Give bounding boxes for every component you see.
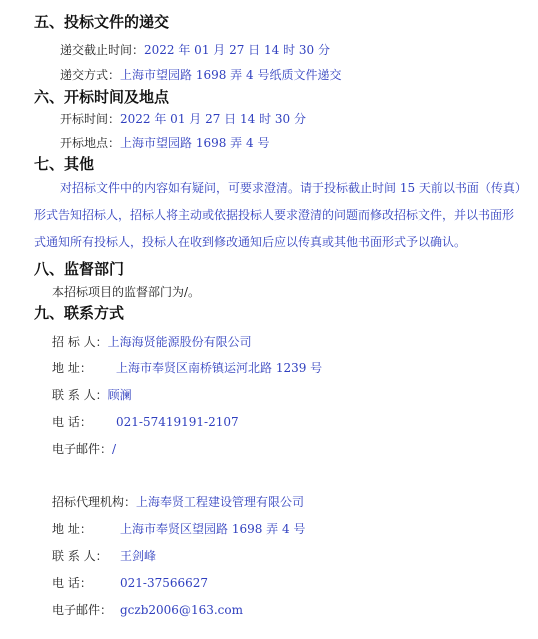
- opening-place-row: [60, 134, 269, 151]
- contact-value: 021-57419191-2107: [116, 415, 239, 429]
- agency-phone-row: [52, 574, 208, 591]
- contact-value: 上海海贤能源股份有限公司: [107, 335, 252, 349]
- agency-contact-row: [52, 547, 156, 564]
- submission-deadline-label: 递交截止时间：: [60, 43, 145, 57]
- contact-label: 电子邮件：: [52, 442, 113, 456]
- contact-value: 王剑峰: [120, 549, 157, 563]
- contact-label: 电子邮件：: [52, 603, 113, 617]
- opening-time-row: [60, 110, 306, 127]
- section-7-heading: 七、其他: [34, 155, 95, 173]
- other-paragraph-line-2: 形式告知招标人，招标人将主动或依据投标人要求澄清的问题而修改招标文件，并以书面形: [34, 208, 515, 222]
- contact-label: 电 话：: [52, 576, 92, 590]
- section-9-heading: 九、联系方式: [34, 304, 125, 322]
- submission-method-row: [60, 66, 341, 83]
- contact-label: 电 话：: [52, 415, 92, 429]
- contact-label: 地 址：: [52, 361, 92, 375]
- supervision-text: 本招标项目的监督部门为/。: [52, 285, 201, 299]
- contact-value: 上海奉贤工程建设管理有限公司: [136, 495, 305, 509]
- submission-method-label: 递交方式：: [60, 68, 121, 82]
- opening-place-label: 开标地点：: [60, 136, 121, 150]
- contact-value: 021-37566627: [120, 576, 209, 590]
- agency-name-row: [52, 493, 304, 510]
- tenderer-email-row: [52, 440, 116, 457]
- opening-time-value: 2022 年 01 月 27 日 14 时 30 分: [120, 112, 306, 126]
- agency-address-row: [52, 520, 305, 537]
- submission-deadline-row: [60, 41, 330, 58]
- contact-label: 联 系 人：: [52, 388, 108, 402]
- contact-value: 顾澜: [107, 388, 132, 402]
- section-5-heading: 五、投标文件的递交: [34, 13, 170, 31]
- contact-label: 招 标 人：: [52, 335, 108, 349]
- opening-time-label: 开标时间：: [60, 112, 121, 126]
- tenderer-contact-row: [52, 386, 132, 403]
- contact-label: 招标代理机构：: [52, 495, 137, 509]
- contact-value: /: [112, 442, 117, 456]
- tenderer-name-row: [52, 333, 252, 350]
- agency-email-link[interactable]: gczb2006@163.com: [120, 603, 243, 617]
- contact-value: 上海市奉贤区望园路 1698 弄 4 号: [120, 522, 306, 536]
- contact-value: 上海市奉贤区南桥镇运河北路 1239 号: [116, 361, 323, 375]
- contact-label: 地 址：: [52, 522, 92, 536]
- other-paragraph-line-1: 对招标文件中的内容如有疑问，可要求澄清。请于投标截止时间 15 天前以书面（传真）: [60, 181, 527, 195]
- section-6-heading: 六、开标时间及地点: [34, 88, 170, 106]
- tenderer-phone-row: [52, 413, 239, 430]
- submission-method-value: 上海市望园路 1698 弄 4 号纸质文件递交: [120, 68, 342, 82]
- other-paragraph-line-3: 式通知所有投标人，投标人在收到修改通知后应以传真或其他书面形式予以确认。: [34, 235, 467, 249]
- submission-deadline-value: 2022 年 01 月 27 日 14 时 30 分: [144, 43, 330, 57]
- section-8-heading: 八、监督部门: [34, 260, 125, 278]
- agency-email-row: [52, 601, 243, 618]
- contact-label: 联 系 人：: [52, 549, 108, 563]
- opening-place-value: 上海市望园路 1698 弄 4 号: [120, 136, 270, 150]
- tenderer-address-row: [52, 359, 322, 376]
